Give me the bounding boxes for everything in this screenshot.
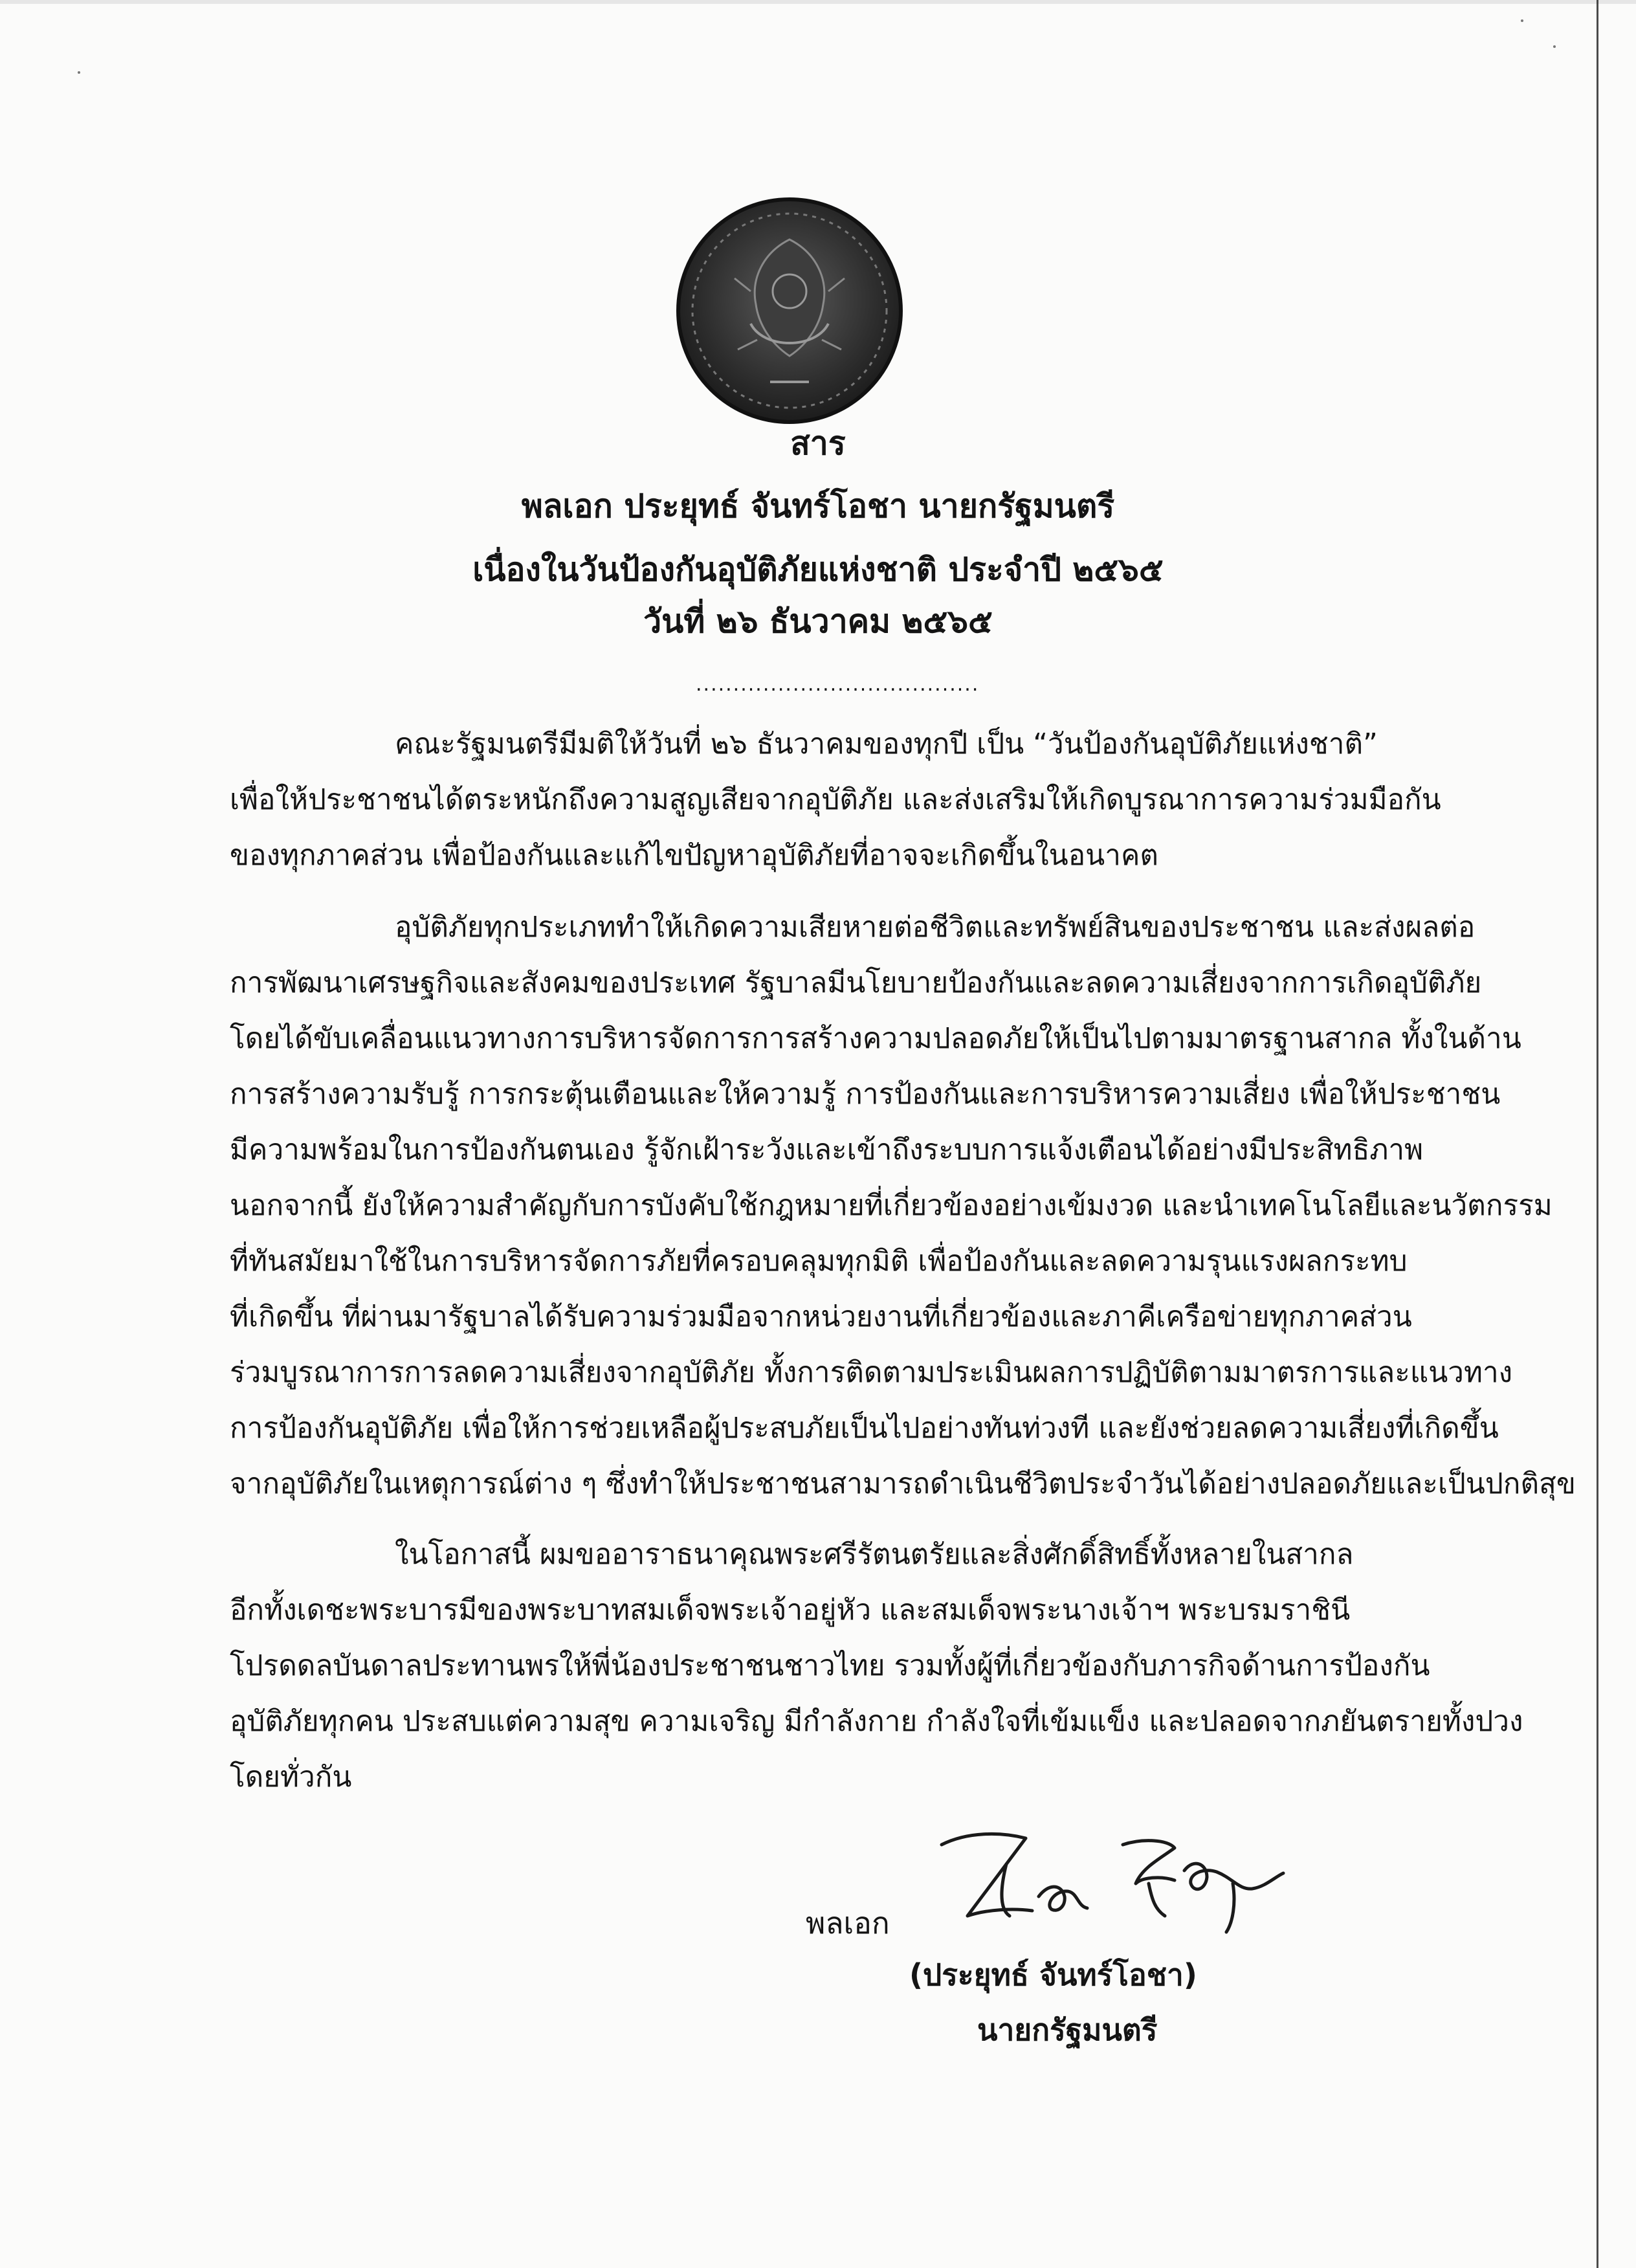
paragraph-line: ที่ทันสมัยมาใช้ในการบริหารจัดการภัยที่ครอบคลุมทุกมิติ เพื่อป้องกันและลดความรุนแรงผลกระทบ [230,1245,1408,1278]
signatory-name: (ประยุทธ์ จันทร์โอชา) [909,1957,1197,1992]
paragraph-line: ในโอกาสนี้ ผมขออาราธนาคุณพระศรีรัตนตรัยและสิ่งศักดิ์สิทธิ์ทั้งหลายในสากล [395,1538,1354,1571]
paragraph-line: เพื่อให้ประชาชนได้ตระหนักถึงความสูญเสียจากอุบัติภัย และส่งเสริมให้เกิดบูรณาการความร่วมมือกัน [230,783,1441,816]
handwritten-signature [929,1819,1298,1948]
sender-line: พลเอก ประยุทธ์ จันทร์โอชา นายกรัฐมนตรี [521,487,1115,525]
paragraph-line: อุบัติภัยทุกคน ประสบแต่ความสุข ความเจริญ มีกำลังกาย กำลังใจที่เข้มแข็ง และปลอดจากภยันตรายทั้งปวง [230,1705,1523,1738]
paragraph-line: อีกทั้งเดชะพระบารมีของพระบาทสมเด็จพระเจ้าอยู่หัว และสมเด็จพระนางเจ้าฯ พระบรมราชินี [230,1594,1351,1627]
paragraph-line: การป้องกันอุบัติภัย เพื่อให้การช่วยเหลือผู้ประสบภัยเป็นไปอย่างทันท่วงที และยังช่วยลดความเสี่ยงที่เกิดขึ้น [230,1412,1499,1445]
date-line: วันที่ ๒๖ ธันวาคม ๒๕๖๕ [643,603,993,640]
signature-rank: พลเอก [806,1906,890,1940]
paragraph-line: โปรดดลบันดาลประทานพรให้พี่น้องประชาชนชาวไทย รวมทั้งผู้ที่เกี่ยวข้องกับภารกิจด้านการป้องกัน [230,1649,1430,1682]
separator-dots: ...................................... [696,673,980,696]
paragraph-line: ร่วมบูรณาการการลดความเสี่ยงจากอุบัติภัย ทั้งการติดตามประเมินผลการปฏิบัติตามมาตรการและแนวทาง [230,1356,1513,1389]
scan-speck [1521,19,1523,22]
paragraph-line: โดยได้ขับเคลื่อนแนวทางการบริหารจัดการการสร้างความปลอดภัยให้เป็นไปตามมาตรฐานสากล ทั้งในด้าน [230,1022,1521,1055]
scan-edge-right [1597,0,1598,2268]
paragraph-line: มีความพร้อมในการป้องกันตนเอง รู้จักเฝ้าระวังและเข้าถึงระบบการแจ้งเตือนได้อย่างมีประสิทธิภาพ [230,1133,1424,1166]
emblem-seal-icon [673,194,906,427]
paragraph-line: ของทุกภาคส่วน เพื่อป้องกันและแก้ไขปัญหาอุบัติภัยที่อาจจะเกิดขึ้นในอนาคต [230,839,1158,872]
paragraph-line: การสร้างความรับรู้ การกระตุ้นเตือนและให้ความรู้ การป้องกันและการบริหารความเสี่ยง เพื่อให้ประชาชน [230,1078,1501,1111]
scan-edge-top [0,0,1636,4]
occasion-line: เนื่องในวันป้องกันอุบัติภัยแห่งชาติ ประจำปี ๒๕๖๕ [472,551,1164,588]
paragraph-line: การพัฒนาเศรษฐกิจและสังคมของประเทศ รัฐบาลมีนโยบายป้องกันและลดความเสี่ยงจากการเกิดอุบัติภัย [230,966,1482,999]
paragraph-line: อุบัติภัยทุกประเภททำให้เกิดความเสียหายต่อชีวิตและทรัพย์สินของประชาชน และส่งผลต่อ [395,911,1476,944]
signatory-position: นายกรัฐมนตรี [977,2012,1158,2047]
scan-speck [1553,45,1556,48]
scan-speck [78,71,80,74]
paragraph-line: คณะรัฐมนตรีมีมติให้วันที่ ๒๖ ธันวาคมของทุกปี เป็น “วันป้องกันอุบัติภัยแห่งชาติ” [395,728,1378,761]
paragraph-line: ที่เกิดขึ้น ที่ผ่านมารัฐบาลได้รับความร่วมมือจากหน่วยงานที่เกี่ยวข้องและภาคีเครือข่ายทุกภาคส่วน [230,1300,1412,1333]
paragraph-line: โดยทั่วกัน [230,1761,352,1794]
paragraph-line: จากอุบัติภัยในเหตุการณ์ต่าง ๆ ซึ่งทำให้ประชาชนสามารถดำเนินชีวิตประจำวันได้อย่างปลอดภัยและเป็นปกติสุข [230,1467,1576,1500]
document-title: สาร [790,425,846,462]
paragraph-line: นอกจากนี้ ยังให้ความสำคัญกับการบังคับใช้กฎหมายที่เกี่ยวข้องอย่างเข้มงวด และนำเทคโนโลยีและนวัตกรรม [230,1189,1553,1222]
